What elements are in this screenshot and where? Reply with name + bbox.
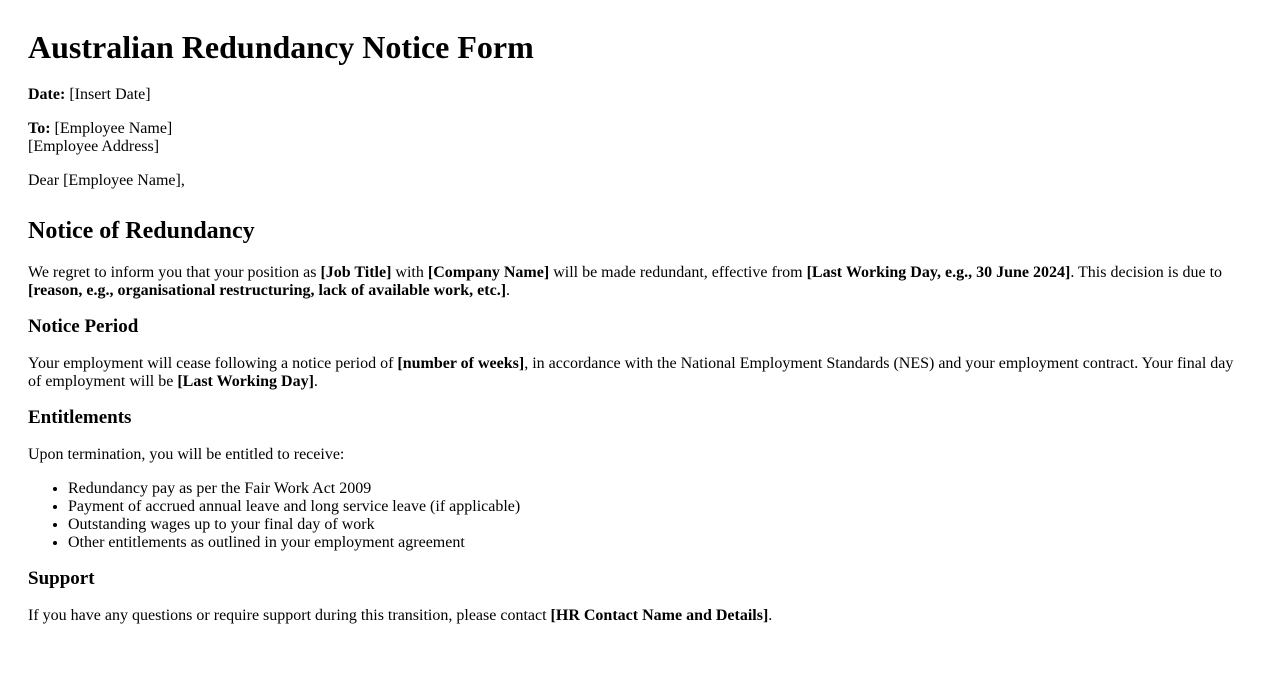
date-value: [Insert Date] [65, 86, 151, 103]
support-text-1: If you have any questions or require support during this transition, please contact [28, 607, 551, 624]
support-heading: Support [28, 568, 95, 589]
list-item: • Outstanding wages up to your final day of work [68, 516, 1250, 534]
notice-paragraph [28, 264, 1250, 300]
recipient-name: [Employee Name] [50, 120, 173, 137]
list-item: • Other entitlements as outlined in your employment agreement [68, 534, 1250, 552]
notice-text-3: will be made redundant, effective from [549, 264, 807, 281]
reason-placeholder: [reason, e.g., organisational restructuring, lack of available work, etc.] [28, 282, 507, 299]
list-item: • Payment of accrued annual leave and long service leave (if applicable) [68, 498, 1250, 516]
notice-text-2: with [391, 264, 428, 281]
last-working-day-placeholder: [Last Working Day, e.g., 30 June 2024] [806, 264, 1071, 281]
document [0, 29, 1278, 625]
weeks-placeholder: [number of weeks] [397, 355, 525, 372]
support-paragraph [28, 607, 1250, 625]
notice-period-heading: Notice Period [28, 316, 139, 337]
entitlements-heading: Entitlements [28, 407, 132, 428]
notice-text-4: . This decision is due to [1070, 264, 1223, 281]
company-name-placeholder: [Company Name] [427, 264, 550, 281]
period-text-1: Your employment will cease following a notice period of [28, 355, 398, 372]
hr-contact-placeholder: [HR Contact Name and Details] [550, 607, 769, 624]
notice-text-1: We regret to inform you that your position as [28, 264, 321, 281]
notice-text-5: . [506, 282, 511, 299]
notice-period-paragraph [28, 355, 1250, 391]
recipient-address: [Employee Address] [28, 138, 160, 155]
date-line [28, 86, 1250, 104]
job-title-placeholder: [Job Title] [320, 264, 392, 281]
final-day-placeholder: [Last Working Day] [177, 373, 314, 390]
support-text-2: . [768, 607, 773, 624]
entitlements-intro: Upon termination, you will be entitled to receive: [28, 446, 345, 463]
notice-heading: Notice of Redundancy [28, 218, 255, 244]
date-label: Date: [28, 86, 66, 103]
list-item: • Redundancy pay as per the Fair Work Act 2009 [68, 480, 1250, 498]
recipient-block [28, 120, 1250, 156]
period-text-2: , in accordance with the National Employment Standards (NES) and your employment contract. Your final day of employment will be [28, 355, 1234, 390]
to-label: To: [28, 120, 51, 137]
period-text-3: . [313, 373, 318, 390]
salutation: Dear [Employee Name], [28, 172, 185, 189]
entitlements-list [28, 480, 1250, 552]
page-title: Australian Redundancy Notice Form [28, 29, 534, 65]
